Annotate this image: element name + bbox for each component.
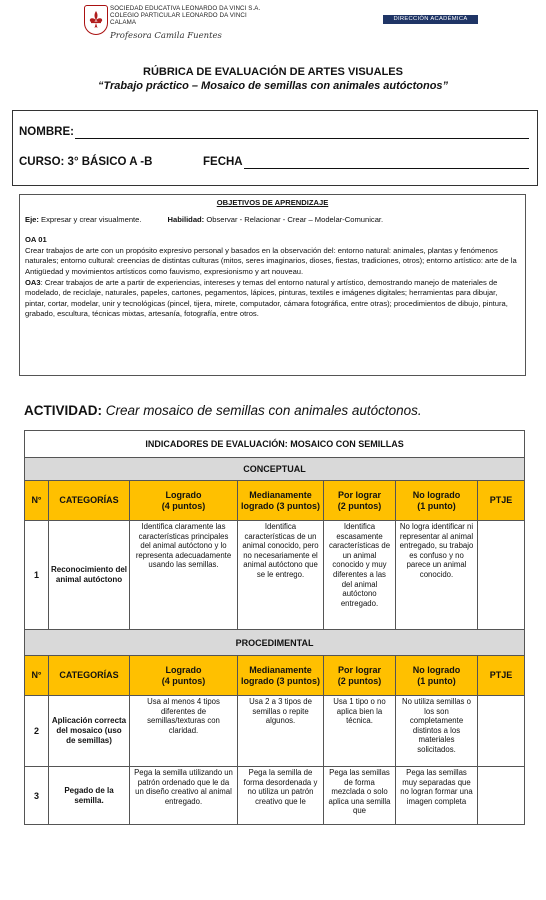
school-line: CALAMA bbox=[110, 19, 137, 26]
row-number: 3 bbox=[25, 767, 49, 825]
section-header: CONCEPTUAL bbox=[25, 458, 525, 481]
school-logo bbox=[84, 5, 108, 35]
oa3-label: OA3 bbox=[25, 277, 41, 287]
column-header: Logrado (4 puntos) bbox=[130, 656, 238, 696]
document-title: RÚBRICA DE EVALUACIÓN DE ARTES VISUALES bbox=[143, 66, 403, 78]
date-label: FECHA bbox=[203, 156, 243, 168]
oa01-label: OA 01 bbox=[25, 235, 47, 245]
eje-text: Expresar y crear visualmente. bbox=[38, 214, 142, 224]
document-subtitle: “Trabajo práctico – Mosaico de semillas con animales autóctonos” bbox=[97, 80, 449, 92]
school-line: COLEGIO PARTICULAR LEONARDO DA VINCI bbox=[110, 12, 247, 19]
column-header: CATEGORÍAS bbox=[49, 656, 130, 696]
table-row bbox=[25, 767, 525, 825]
name-field[interactable] bbox=[75, 138, 529, 139]
table-row bbox=[25, 521, 525, 630]
cell-por-lograr: Pega las semillas de forma mezclada o solo aplica una semilla que bbox=[324, 767, 396, 825]
course-label: CURSO: 3° BÁSICO A -B bbox=[19, 156, 153, 168]
fleur-de-lis-icon bbox=[88, 10, 104, 30]
row-number: 1 bbox=[25, 521, 49, 630]
cell-medianamente: Identifica características de un animal conocido, pero no necesariamente el animal autóctono que se le entrego. bbox=[238, 521, 324, 630]
school-line: SOCIEDAD EDUCATIVA LEONARDO DA VINCI S.A. bbox=[110, 5, 261, 12]
cell-no-logrado: No logra identificar ni representar al animal entregado, su trabajo es confuso y no parece un animal conocido. bbox=[396, 521, 478, 630]
column-header: No logrado (1 punto) bbox=[396, 481, 478, 521]
date-field[interactable] bbox=[244, 168, 529, 169]
department-badge: DIRECCIÓN ACADÉMICA bbox=[383, 15, 478, 24]
score-cell[interactable] bbox=[478, 521, 525, 630]
activity-line bbox=[24, 403, 422, 418]
oa01-text: Crear trabajos de arte con un propósito expresivo personal y basados en la observación del: entorno natural: animales, plantas y fenómenos naturales; entorno cultural: creencias de distintas culturas (mitos, seres imaginarios, dioses, fiestas, tradiciones, otros); entorno artístico: arte de la Antigüedad y movimientos artísticos como fauvismo, expresionismo y art nouveau. bbox=[25, 245, 517, 276]
column-header: PTJE bbox=[478, 656, 525, 696]
cell-por-lograr: Usa 1 tipo o no aplica bien la técnica. bbox=[324, 696, 396, 767]
cell-por-lograr: Identifica escasamente características de un animal conocido y muy diferentes a las del animal autóctono entregado. bbox=[324, 521, 396, 630]
oa3-paragraph bbox=[25, 278, 520, 320]
activity-text: Crear mosaico de semillas con animales autóctonos. bbox=[102, 403, 422, 418]
section-header: PROCEDIMENTAL bbox=[25, 630, 525, 656]
column-header: N° bbox=[25, 481, 49, 521]
column-header: Logrado (4 puntos) bbox=[130, 481, 238, 521]
student-info-box bbox=[12, 110, 538, 186]
cell-no-logrado: No utiliza semillas o los son completamente distintos a los materiales solicitados. bbox=[396, 696, 478, 767]
objectives-heading: OBJETIVOS DE APRENDIZAJE bbox=[216, 198, 329, 207]
teacher-signature: Profesora Camila Fuentes bbox=[110, 31, 222, 41]
table-row bbox=[25, 696, 525, 767]
cell-medianamente: Usa 2 a 3 tipos de semillas o repite algunos. bbox=[238, 696, 324, 767]
rubric-table bbox=[24, 430, 525, 825]
name-label: NOMBRE: bbox=[19, 126, 74, 138]
cell-medianamente: Pega la semilla de forma desordenada y no utiliza un patrón creativo que le bbox=[238, 767, 324, 825]
score-cell[interactable] bbox=[478, 696, 525, 767]
row-category: Reconocimiento del animal autóctono bbox=[49, 521, 130, 630]
column-header: PTJE bbox=[478, 481, 525, 521]
school-name bbox=[110, 5, 260, 26]
habilidad-text: Observar - Relacionar - Crear – Modelar-Comunicar. bbox=[204, 214, 384, 224]
habilidad-label: Habilidad: bbox=[167, 214, 205, 224]
column-header: N° bbox=[25, 656, 49, 696]
column-header: Por lograr (2 puntos) bbox=[324, 656, 396, 696]
column-header: Por lograr (2 puntos) bbox=[324, 481, 396, 521]
eje-habilidad-line bbox=[25, 215, 520, 226]
cell-no-logrado: Pega las semillas muy separadas que no logran formar una imagen completa bbox=[396, 767, 478, 825]
column-header: Medianamente logrado (3 puntos) bbox=[238, 481, 324, 521]
cell-logrado: Usa al menos 4 tipos diferentes de semillas/texturas con claridad. bbox=[130, 696, 238, 767]
row-number: 2 bbox=[25, 696, 49, 767]
score-cell[interactable] bbox=[478, 767, 525, 825]
cell-logrado: Pega la semilla utilizando un patrón ordenado que le da un diseño creativo al animal entregado. bbox=[130, 767, 238, 825]
eje-label: Eje: bbox=[25, 214, 39, 224]
cell-logrado: Identifica claramente las características principales del animal autóctono y lo representa adecuadamente usando las semillas. bbox=[130, 521, 238, 630]
objectives-box bbox=[19, 194, 526, 376]
column-header: No logrado (1 punto) bbox=[396, 656, 478, 696]
row-category: Pegado de la semilla. bbox=[49, 767, 130, 825]
activity-label: ACTIVIDAD: bbox=[24, 403, 102, 418]
row-category: Aplicación correcta del mosaico (uso de semillas) bbox=[49, 696, 130, 767]
rubric-title: INDICADORES DE EVALUACIÓN: MOSAICO CON SEMILLAS bbox=[25, 431, 525, 458]
oa3-text: : Crear trabajos de arte a partir de experiencias, intereses y temas del entorno natural y artístico, demostrando manejo de materiales de modelado, de reciclaje, naturales, papeles, cartones, pegamentos, lápices, pinturas, textiles e imágenes digitales; herramientas para dibujar, pintar, cortar, modelar, unir y tecnológicas (pincel, tijera, mirete, computador, cámara fotográfica, entre otras); procedimientos de dibujo, pintura, grabado, escultura, técnicas mixtas, artesanía, fotografía, entre otros. bbox=[25, 277, 508, 319]
column-header: CATEGORÍAS bbox=[49, 481, 130, 521]
column-header: Medianamente logrado (3 puntos) bbox=[238, 656, 324, 696]
